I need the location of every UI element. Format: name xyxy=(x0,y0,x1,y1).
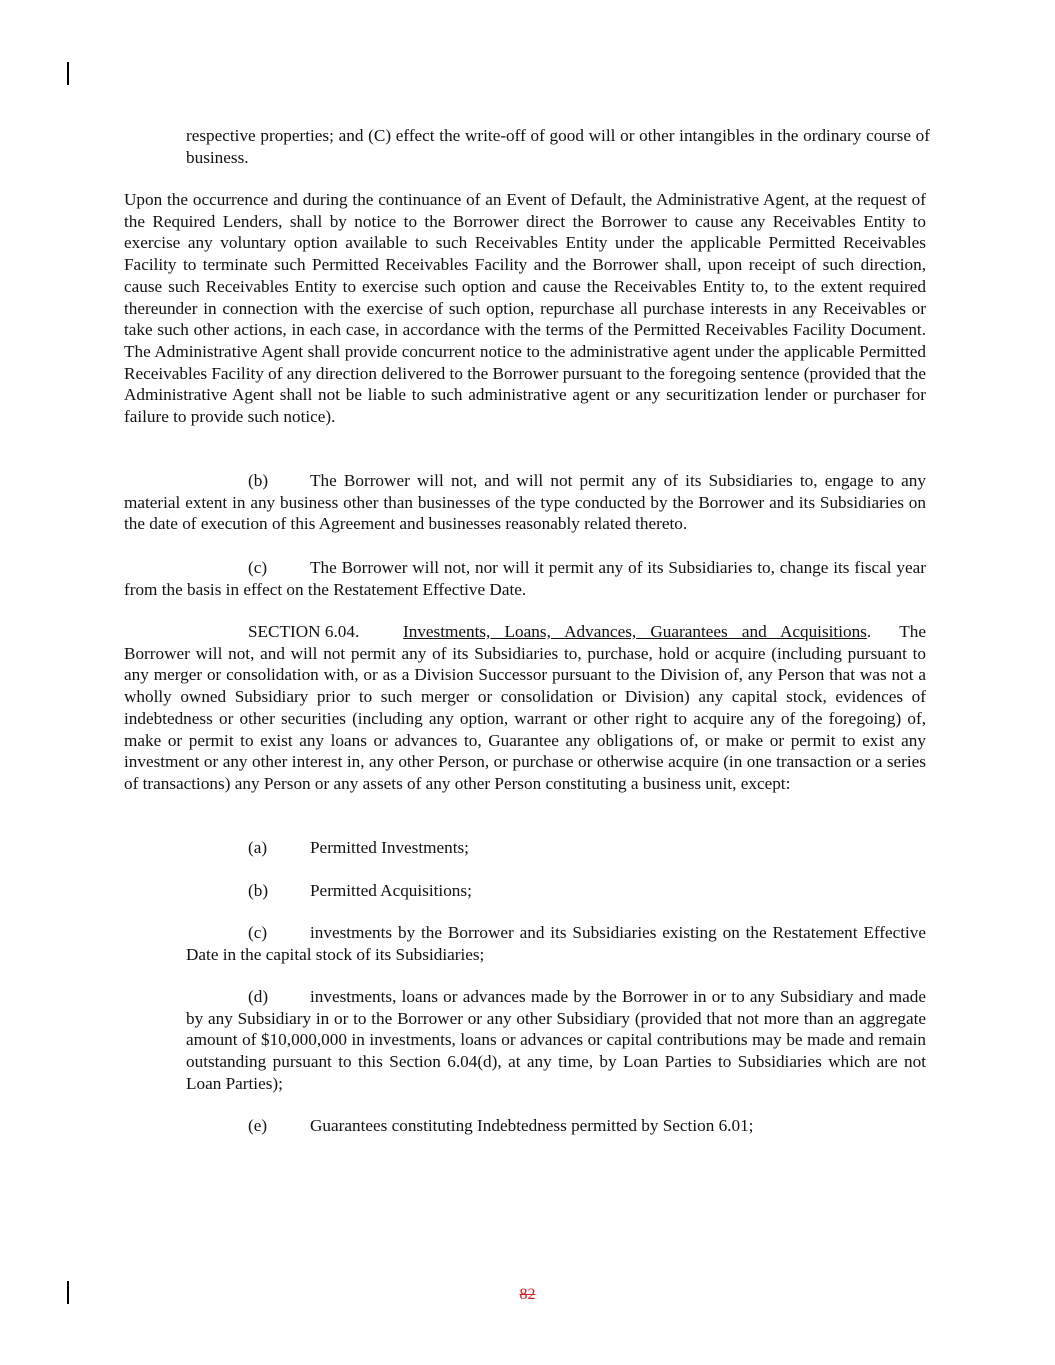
list-item xyxy=(186,922,926,965)
clause-c-marker: (c) xyxy=(248,558,268,577)
section-heading: Investments, Loans, Advances, Guarantees and Acquisitions xyxy=(403,622,867,641)
section-body: The Borrower will not, and will not permit any of its Subsidiaries to, purchase, hold or acquire (including pursuant to any merger or consolidation with, or as a Division Successor pursuant to the Division of, any Person that was not a wholly owned Subsidiary prior to such merger or consolidation or Division) any capital stock, evidences of indebtedness or other securities (including any option, warrant or other right to acquire any of the foregoing) of, make or permit to exist any loans or advances to, Guarantee any obligations of, or make or permit to exist any investment or any other interest in, any other Person, or purchase or otherwise acquire (in one transaction or a series of transactions) any Person or any assets of any other Person constituting a business unit, except: xyxy=(124,622,926,793)
item-d-marker: (d) xyxy=(248,987,269,1006)
list-item xyxy=(186,1115,926,1137)
section-number: SECTION 6.04. xyxy=(248,622,360,641)
item-d-text: investments, loans or advances made by the Borrower in or to any Subsidiary and made by any Subsidiary in or to the Borrower or any other Subsidiary (provided that not more than an aggregate amount of $10,000,000 in investments, loans or advances or capital contributions may be made and remain outstanding pursuant to this Section 6.04(d), at any time, by Loan Parties to Subsidiaries which are not Loan Parties); xyxy=(186,987,926,1093)
section-heading-period: . xyxy=(866,622,872,641)
item-c-marker: (c) xyxy=(248,923,268,942)
list-item xyxy=(186,837,926,859)
item-c-text: investments by the Borrower and its Subsidiaries existing on the Restatement Effective Date in the capital stock of its Subsidiaries; xyxy=(186,923,926,964)
item-a-marker: (a) xyxy=(248,838,268,857)
item-a-text: Permitted Investments; xyxy=(310,838,469,857)
page-number: 82 xyxy=(519,1286,536,1303)
item-b-marker: (b) xyxy=(248,881,269,900)
item-e-text: Guarantees constituting Indebtedness permitted by Section 6.01; xyxy=(310,1116,754,1135)
clause-b-text: The Borrower will not, and will not permit any of its Subsidiaries to, engage to any material extent in any business other than businesses of the type conducted by the Borrower and its Subsidiaries on the date of execution of this Agreement and businesses reasonably related thereto. xyxy=(124,471,926,534)
change-bar-top xyxy=(67,62,69,85)
clause-c-text: The Borrower will not, nor will it permit any of its Subsidiaries to, change its fiscal year from the basis in effect on the Restatement Effective Date. xyxy=(124,558,926,599)
clause-c-paragraph xyxy=(124,557,926,600)
continuation-paragraph: respective properties; and (C) effect the write-off of good will or other intangibles in the ordinary course of business. xyxy=(186,126,930,167)
item-e-marker: (e) xyxy=(248,1116,268,1135)
list-item xyxy=(186,880,926,902)
event-of-default-paragraph: Upon the occurrence and during the continuance of an Event of Default, the Administrative Agent, at the request of the Required Lenders, shall by notice to the Borrower direct the Borrower to cause any Receivables Entity to exercise any voluntary option available to such Receivables Entity under the applicable Permitted Receivables Facility to terminate such Permitted Receivables Facility and the Borrower shall, upon receipt of such direction, cause such Receivables Entity to exercise such option and cause the Receivables Entity to, to the extent required thereunder in connection with the exercise of such option, repurchase all purchase interests in any Receivables or take such other actions, in each case, in accordance with the terms of the Permitted Receivables Facility Document. The Administrative Agent shall provide concurrent notice to the administrative agent under the applicable Permitted Receivables Facility of any direction delivered to the Borrower pursuant to the foregoing sentence (provided that the Administrative Agent shall not be liable to such administrative agent or any securitization lender or purchaser for failure to provide such notice). xyxy=(124,190,926,427)
clause-b-marker: (b) xyxy=(248,471,269,490)
section-6-04-paragraph xyxy=(124,621,926,795)
list-item xyxy=(186,986,926,1095)
item-b-text: Permitted Acquisitions; xyxy=(310,881,472,900)
clause-b-paragraph xyxy=(124,470,926,535)
